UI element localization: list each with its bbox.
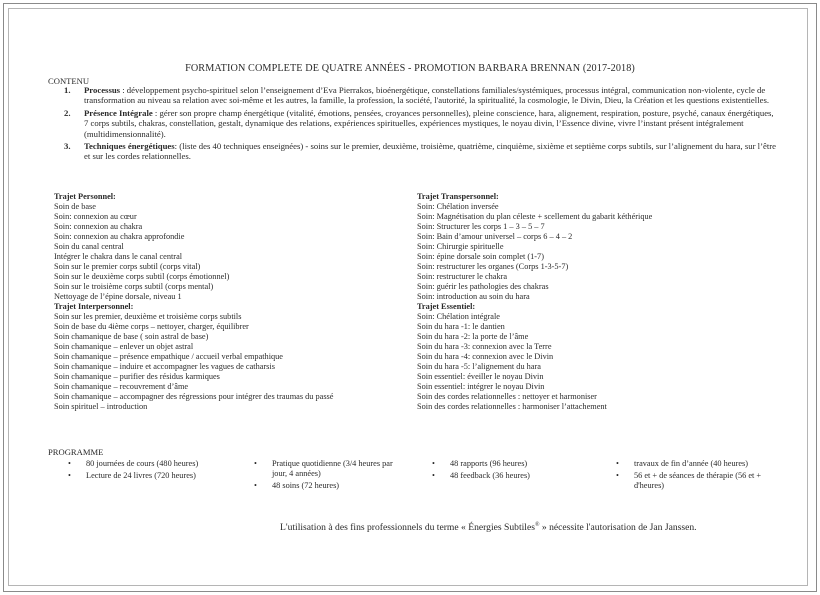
list-item: Nettoyage de l’épine dorsale, niveau 1 <box>54 292 182 301</box>
list-item: Soin du hara -2: la porte de l’âme <box>417 332 529 341</box>
contenu-item-presence <box>64 108 779 139</box>
list-item: Soin: Bain d’amour universel – corps 6 – 4 – 2 <box>417 232 573 241</box>
list-item: Soin chamanique – accompagner des régressions pour intégrer des traumas du passé <box>54 392 334 401</box>
list-item: Soin essentiel: éveiller le noyau Divin <box>417 372 544 381</box>
programme-column-1 <box>68 459 243 483</box>
trajets-right-column <box>417 192 787 412</box>
contenu-item-techniques <box>64 141 779 162</box>
programme-column-4 <box>616 459 786 494</box>
list-item: Soin sur le troisième corps subtil (corps mental) <box>54 282 214 291</box>
list-item: Soin spirituel – introduction <box>54 402 148 411</box>
bullet-icon: • <box>432 471 435 481</box>
list-item: • 56 et + de séances de thérapie (56 et + d'heures) <box>616 471 762 491</box>
list-item: Soin: connexion au chakra <box>54 222 143 231</box>
footer-text-after: » nécessite l'autorisation de Jan Janssen. <box>539 522 697 534</box>
list-item: Soin sur les premier, deuxième et troisième corps subtils <box>54 312 242 321</box>
list-item: Soin chamanique – recouvrement d’âme <box>54 382 189 391</box>
list-item: Soin: Magnétisation du plan céleste + scellement du gabarit kéthérique <box>417 212 653 221</box>
programme-column-3 <box>432 459 592 483</box>
trajet-personnel-title: Trajet Personnel: <box>54 192 116 201</box>
list-item: Soin du hara -3: connexion avec la Terre <box>417 342 552 351</box>
list-item: • Pratique quotidienne (3/4 heures par jour, 4 années) <box>254 459 393 479</box>
list-item: Soin chamanique de base ( soin astral de base) <box>54 332 209 341</box>
list-item: Soin chamanique – induire et accompagner les vagues de catharsis <box>54 362 275 371</box>
bullet-icon: • <box>616 459 619 468</box>
list-item: Soin: restructurer les organes (Corps 1-3-5-7) <box>417 262 569 271</box>
trajet-essentiel-title: Trajet Essentiel: <box>417 302 476 311</box>
bullet-icon: • <box>68 459 71 468</box>
contenu-list <box>64 85 779 164</box>
item-heading: Processus <box>84 85 121 95</box>
footer-text-before: L'utilisation à des fins professionnels du terme « Énergies Subtiles <box>280 522 535 534</box>
item-text: : gérer son propre champ énergétique (vitalité, émotions, pensées, croyances personnelles), pleine conscience, hara, alignement, respiration, posture, psyché, canaux énergétiques, 7 corps subtils, chakras, constellation, gestalt, dynamique des relations, expériences spirituelles, expériences mystiques, le noyau divin, l’Essence divine, vivre l’instant présent intégralement (multidimensionnalité). <box>84 107 774 139</box>
list-item: Soin sur le premier corps subtil (corps vital) <box>54 262 201 271</box>
list-item: • 80 journées de cours (480 heures) <box>68 459 199 468</box>
trajets-left-column <box>54 192 414 412</box>
list-item: Soin: restructurer le chakra <box>417 272 508 281</box>
list-item: Soin du hara -1: le dantien <box>417 322 505 331</box>
list-item: Soin des cordes relationnelles : nettoyer et harmoniser <box>417 392 597 401</box>
bullet-icon: • <box>254 481 257 491</box>
list-item: Soin: connexion au cœur <box>54 212 137 221</box>
list-item: • 48 feedback (36 heures) <box>432 471 530 481</box>
trajet-interpersonnel-title: Trajet Interpersonnel: <box>54 302 134 311</box>
bullet-icon: • <box>254 459 257 468</box>
item-number: 2. <box>64 107 71 118</box>
list-item: Soin du hara -4: connexion avec le Divin <box>417 352 554 361</box>
list-item: Soin de base <box>54 202 96 211</box>
item-heading: Techniques énergétiques <box>84 141 175 152</box>
item-text: : développement psycho-spirituel selon l’enseignement d’Eva Pierrakos, bioénergétique, constellations familiales/systémiques, processus intégral, communication non-violente, cycle de transformation au niveau sa relation avec soi-même et les autres, la famille, la profession, la société, l'autorité, la spiritualité, la cosmologie, le Divin, Dieu, la Création et les questions existentielles. <box>84 85 770 106</box>
list-item: Soin: Structurer les corps 1 – 3 – 5 – 7 <box>417 222 545 231</box>
list-item: Soin chamanique – présence empathique / accueil verbal empathique <box>54 352 283 361</box>
programme-column-2 <box>254 459 404 494</box>
contenu-label: CONTENU <box>48 76 90 86</box>
footer-notice <box>280 522 780 533</box>
list-item: Soin de base du 4ième corps – nettoyer, charger, équilibrer <box>54 322 249 331</box>
list-item: • 48 rapports (96 heures) <box>432 459 528 468</box>
list-item: Soin des cordes relationnelles : harmoniser l’attachement <box>417 402 607 411</box>
list-item: Soin: connexion au chakra approfondie <box>54 232 185 241</box>
list-item: Soin essentiel: intégrer le noyau Divin <box>417 382 545 391</box>
list-item: • 48 soins (72 heures) <box>254 481 340 491</box>
item-text: : (liste des 40 techniques enseignées) - soins sur le premier, deuxième, troisième, quatrième, cinquième, sixième et septième corps subtils, sur l’alignement du hara, sur l’être et sur les cordes relationnelles. <box>84 141 776 162</box>
list-item: Soin: épine dorsale soin complet (1-7) <box>417 252 544 261</box>
list-item: Intégrer le chakra dans le canal central <box>54 252 183 261</box>
page-title: FORMATION COMPLETE DE QUATRE ANNÉES - PROMOTION BARBARA BRENNAN (2017-2018) <box>185 63 635 74</box>
list-item: Soin: Chélation inversée <box>417 202 499 211</box>
bullet-icon: • <box>616 471 619 481</box>
item-heading: Présence Intégrale <box>84 107 153 118</box>
list-item: Soin: Chélation intégrale <box>417 312 500 321</box>
trajet-transpersonnel-title: Trajet Transpersonnel: <box>417 192 499 201</box>
bullet-icon: • <box>432 459 435 468</box>
list-item: Soin sur le deuxième corps subtil (corps émotionnel) <box>54 272 230 281</box>
registered-mark: ® <box>534 522 540 528</box>
list-item: • Lecture de 24 livres (720 heures) <box>68 471 196 481</box>
list-item: Soin: Chirurgie spirituelle <box>417 242 504 251</box>
list-item: Soin chamanique – enlever un objet astral <box>54 342 194 351</box>
list-item: • travaux de fin d’année (40 heures) <box>616 459 749 468</box>
list-item: Soin: introduction au soin du hara <box>417 292 530 301</box>
list-item: Soin: guérir les pathologies des chakras <box>417 282 549 291</box>
contenu-item-processus <box>64 85 779 106</box>
bullet-icon: • <box>68 471 71 481</box>
programme-label: PROGRAMME <box>48 447 104 457</box>
item-number: 3. <box>64 141 71 152</box>
list-item: Soin du hara -5: l’alignement du hara <box>417 362 541 371</box>
list-item: Soin du canal central <box>54 242 124 251</box>
item-number: 1. <box>64 85 71 95</box>
list-item: Soin chamanique – purifier des résidus karmiques <box>54 372 220 381</box>
